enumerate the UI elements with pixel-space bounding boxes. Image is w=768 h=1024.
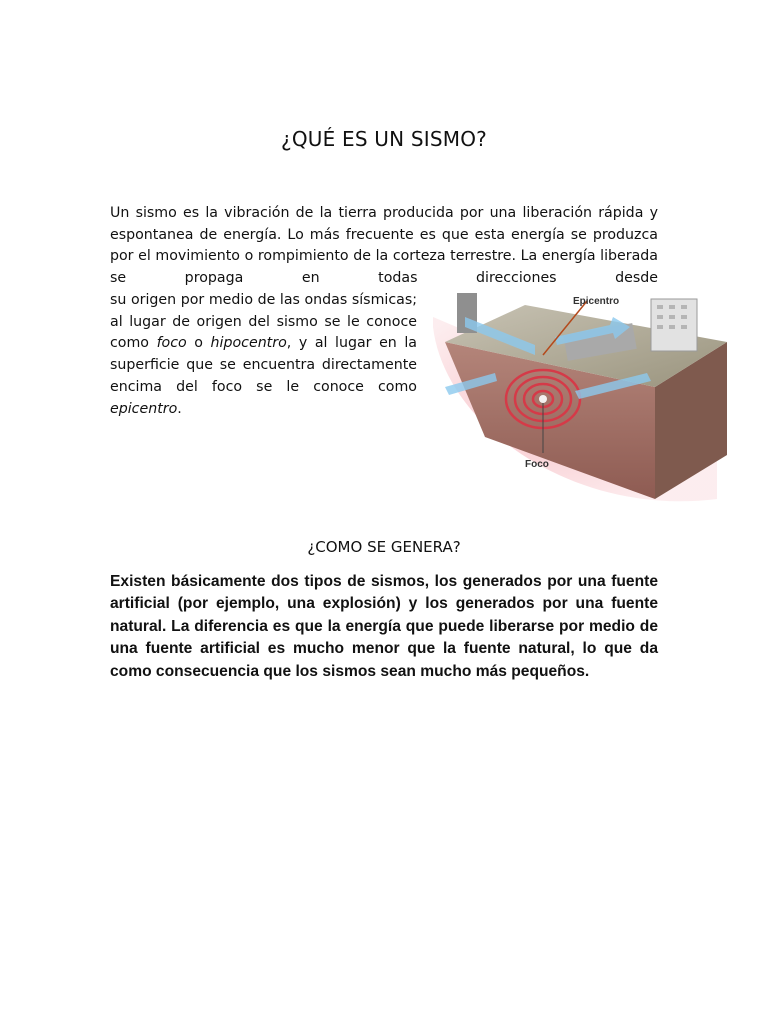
page-title: ¿QUÉ ES UN SISMO?: [281, 127, 487, 151]
intro-side-end: .: [177, 400, 182, 417]
focus-point: [539, 395, 547, 403]
term-hipocentro: hipocentro: [210, 335, 287, 352]
label-epicentro: Epicentro: [573, 296, 620, 307]
term-epicentro: epicentro: [110, 400, 178, 417]
term-foco: foco: [156, 335, 187, 352]
intro-side-connector: o: [186, 335, 211, 352]
intro-side-text-1: su origen por medio de las ondas sísmicas; al lugar de origen del sismo se le conoce como: [110, 292, 417, 352]
label-foco: Foco: [525, 459, 549, 470]
section-heading: ¿COMO SE GENERA?: [307, 538, 461, 556]
intro-paragraph-side: [110, 290, 417, 420]
earthquake-diagram: [425, 287, 731, 509]
intro-paragraph-top: Un sismo es la vibración de la tierra producida por una liberación rápida y espontanea de energía. Lo más frecuente es que esta energía se produzca por el movimiento o rompimiento de la corteza terrestre. La energía liberada se propaga en todas direcciones desde: [110, 205, 658, 287]
body-paragraph: Existen básicamente dos tipos de sismos, los generados por una fuente artificial (por ejemplo, una explosión) y los generados por una fuente natural. La diferencia es que la energía que puede liberarse por medio de una fuente artificial es mucho menor que la fuente natural, lo que da como consecuencia que los sismos sean mucho más pequeños.: [110, 573, 658, 680]
intro-side-text-2: , y al lugar en la superficie que se encuentra directamente encima del foco se le conoce como: [110, 335, 417, 395]
